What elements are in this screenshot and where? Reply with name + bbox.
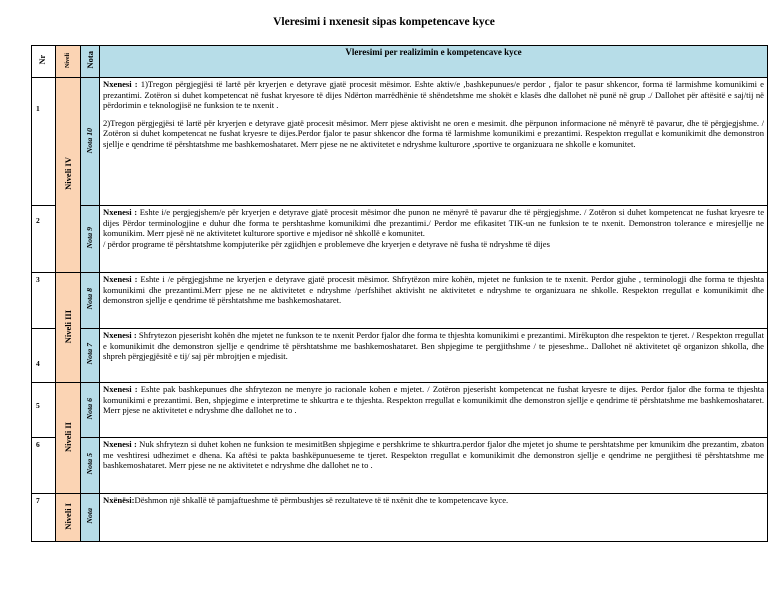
table-row (32, 206, 768, 273)
row-number (32, 494, 56, 542)
description-text: Dëshmon një shkallë të pamjaftueshme të përmbushjes së rezultateve të të nxënit dhe te kompetencave kyce. (134, 495, 509, 505)
grade-cell (81, 206, 100, 273)
description-text: 2)Tregon përgjegjësi të lartë për kryerjen e detyrave gjatë procesit mësimor. Merr pjese aktivisht ne oren e mesimit. dhe përpunon informacione në mënyrë të pavarur, dhe të përgjegjshme. / Zotëron si duhet kompetencat ne fushat kryesre te dijes.Perdor fjalor te pasur shkencor dhe forma të larmishme komunikimi e prezantimi. Respekton rregullat e komunikimit dhe demonstron sjellje e qendrime të përshtatshme me bashkemoshataret. Merr pjese ne ne aktivitetet e ndryshme kulturore ,sportive te organizuara ne shkolle e komunitet. (103, 117, 764, 149)
grade-label: Nota 8 (84, 288, 94, 310)
description-cell (100, 206, 768, 273)
student-prefix: Nxenesi : (103, 439, 137, 449)
evaluation-table (31, 45, 768, 542)
row-number-value: 2 (36, 216, 40, 225)
level-label: Niveli IV (62, 157, 73, 191)
table-row (32, 438, 768, 494)
level-cell (56, 383, 81, 494)
table-row (32, 78, 768, 206)
student-prefix: Nxenesi : (103, 330, 137, 340)
header-nota (81, 46, 100, 78)
level-label: Niveli III (62, 309, 73, 343)
level-label: Niveli II (62, 421, 73, 452)
grade-label: Nota 5 (84, 453, 94, 475)
description-text: Eshte i/e pergjegjshem/e për kryerjen e detyrave gjatë procesit mësimor dhe punon ne mënyrë të pavarur dhe të përgjegjshme. / Zotëron si duhet kompetencat ne fushat kryesre te dijes Përdor terminologjine e duhur dhe forma te pershtashme komunikimi dhe prezantimi./ Perdor me efikasitet TIK-un ne funksion te te nxenit. Demonstron tolerance e miresjellje ne komunikim. Merr pjesë në ne aktivitetet kulturore sportive e mjedisor në shkollë e komunitet. (103, 207, 765, 239)
student-prefix: Nxenesi : (103, 274, 138, 284)
description-cell (100, 383, 768, 438)
grade-cell (81, 438, 100, 494)
header-niveli-label: Niveli (64, 52, 71, 68)
student-prefix: Nxënësi: (103, 495, 135, 505)
description-cell (100, 329, 768, 383)
level-cell (56, 78, 81, 273)
grade-cell (81, 383, 100, 438)
grade-label: Nota 6 (84, 397, 94, 420)
row-number (32, 273, 56, 329)
row-number (32, 78, 56, 206)
table-row (32, 494, 768, 542)
grade-cell (81, 329, 100, 383)
row-number-value: 1 (36, 104, 40, 113)
row-number (32, 329, 56, 383)
student-prefix: Nxenesi : (103, 384, 138, 394)
description-cell (100, 78, 768, 206)
row-number-value: 6 (36, 440, 40, 449)
level-cell (56, 273, 81, 383)
description-cell (100, 494, 768, 542)
row-number-value: 4 (36, 359, 40, 368)
table-row (32, 383, 768, 438)
description-text: Eshte i /e përgjegjshme ne kryerjen e detyrave gjatë procesit mësimor. Shfrytëzon mire kohën, mjetet ne funksion te te nxenit. Perdor gjuhe , terminologji dhe forma te thjeshta komunikimi dhe prezantimi.Merr pjese ne ne aktivitetet e ndryshme /perfshihet aktivisht ne aktivitetet e ndryshme te organizuara ne shkolle. Respekton rregullat e komunikimit dhe demonstron sjellje e qendrime të përshtatshme me bashkemoshataret. (103, 274, 765, 306)
description-text: Eshte pak bashkepunues dhe shfrytezon ne menyre jo racionale kohen e mjetet. / Zotëron pjeserisht kompetencat ne fushat kryesre te dijes. Perdor fjalor dhe forma te thjeshta komunikimi e prezantimi. Ben, shpjegime e interpretime te shkurtra e te thjeshta. Respekton rregullat e komunikimit dhe demonstron sjellje e qendrime të përshtatshme me bashkemoshataret. Merr pjese ne aktivitetet e ndryshme dhe dallohet ne to . (103, 384, 765, 416)
grade-label: Nota 7 (84, 343, 94, 365)
header-row (32, 46, 768, 78)
header-niveli (56, 46, 81, 78)
description-text: Shfrytezon pjeserisht kohën dhe mjetet ne funkson te te nxenit Perdor fjalor dhe forma te thjeshta komunikimi e prezantimi. Mirëkupton dhe respekton te tjeret. / Respekton rregullat e komunikimit dhe demonstron sjellje e qendrime të përshtatshme me bashkemoshataret. Ben shpjegime te pergjithshme / te pjeseshme.. Dallohet në aktivitetet që organizon shkolla, dhe shpreh përgjegjësitë e tij/ saj për mbrojtjen e mjedisit. (103, 330, 764, 362)
row-number-value: 7 (36, 496, 40, 505)
student-prefix: Nxenesi : (103, 207, 138, 217)
grade-label: Nota 9 (84, 226, 94, 249)
grade-label: Nota (84, 508, 94, 524)
description-text: / përdor programe të përshtatshme kompjuterike për zgjidhjen e problemeve dhe kryerjen e detyrave në fusha të ndryshme të dijes (103, 238, 550, 249)
level-label: Niveli I (62, 502, 73, 530)
grade-cell (81, 494, 100, 542)
grade-cell (81, 273, 100, 329)
grade-label: Nota 10 (84, 127, 94, 153)
table-row (32, 273, 768, 329)
row-number (32, 206, 56, 273)
header-nr-label: Nr (38, 55, 48, 65)
description-cell (100, 273, 768, 329)
row-number-value: 3 (36, 275, 40, 284)
table-row (32, 329, 768, 383)
description-cell (100, 438, 768, 494)
description-text: 1)Tregon përgjegjësi të lartë për kryerjen e detyrave gjatë procesit mësimor. Eshte aktiv/e ,bashkepunues/e perdor , fjalor te pasur shkencor, forma të larmishme komunikimi e prezantimi. Zotëron si duhet kompetencat në fushat kryesore të dijes Ndërton marrëdhënie të shëndetshme me shokët e klasës dhe dallohet në punë në grup ./ Dallohet për aftësitë e saj/tij në përdorimin e teknologjisë ne funksion te te nxenit . (103, 79, 764, 111)
header-main: Vleresimi per realizimin e kompetencave kyce (100, 46, 768, 78)
header-nota-label: Nota (84, 51, 95, 69)
row-number-value: 5 (36, 401, 40, 410)
grade-cell (81, 78, 100, 206)
description-text: Nuk shfrytezn si duhet kohen ne funksion te mesimitBen shpjegime e pershkrime te shkurtra.perdor fjalor dhe mjetet jo shume te pershtatshme per kmunikim dhe prezantim, zbaton me veshtiresi udhezimet e dhena. Ka aftësi te pakta bashkëpunueseme te tjeret. Respekton rregullat e komunikimit dhe demonstron sjellje e qendrime ne pergjithesi të përshtatshme me bashkemoshataret. Merr pjese ne ne aktivitetet e ndryshme dhe dallohet ne to . (103, 439, 764, 471)
student-prefix: Nxenesi : (103, 79, 138, 89)
header-nr (32, 46, 56, 78)
page-title: Vleresimi i nxenesit sipas kompetencave kyce (273, 16, 495, 28)
level-cell (56, 494, 81, 542)
row-number (32, 438, 56, 494)
row-number (32, 383, 56, 438)
